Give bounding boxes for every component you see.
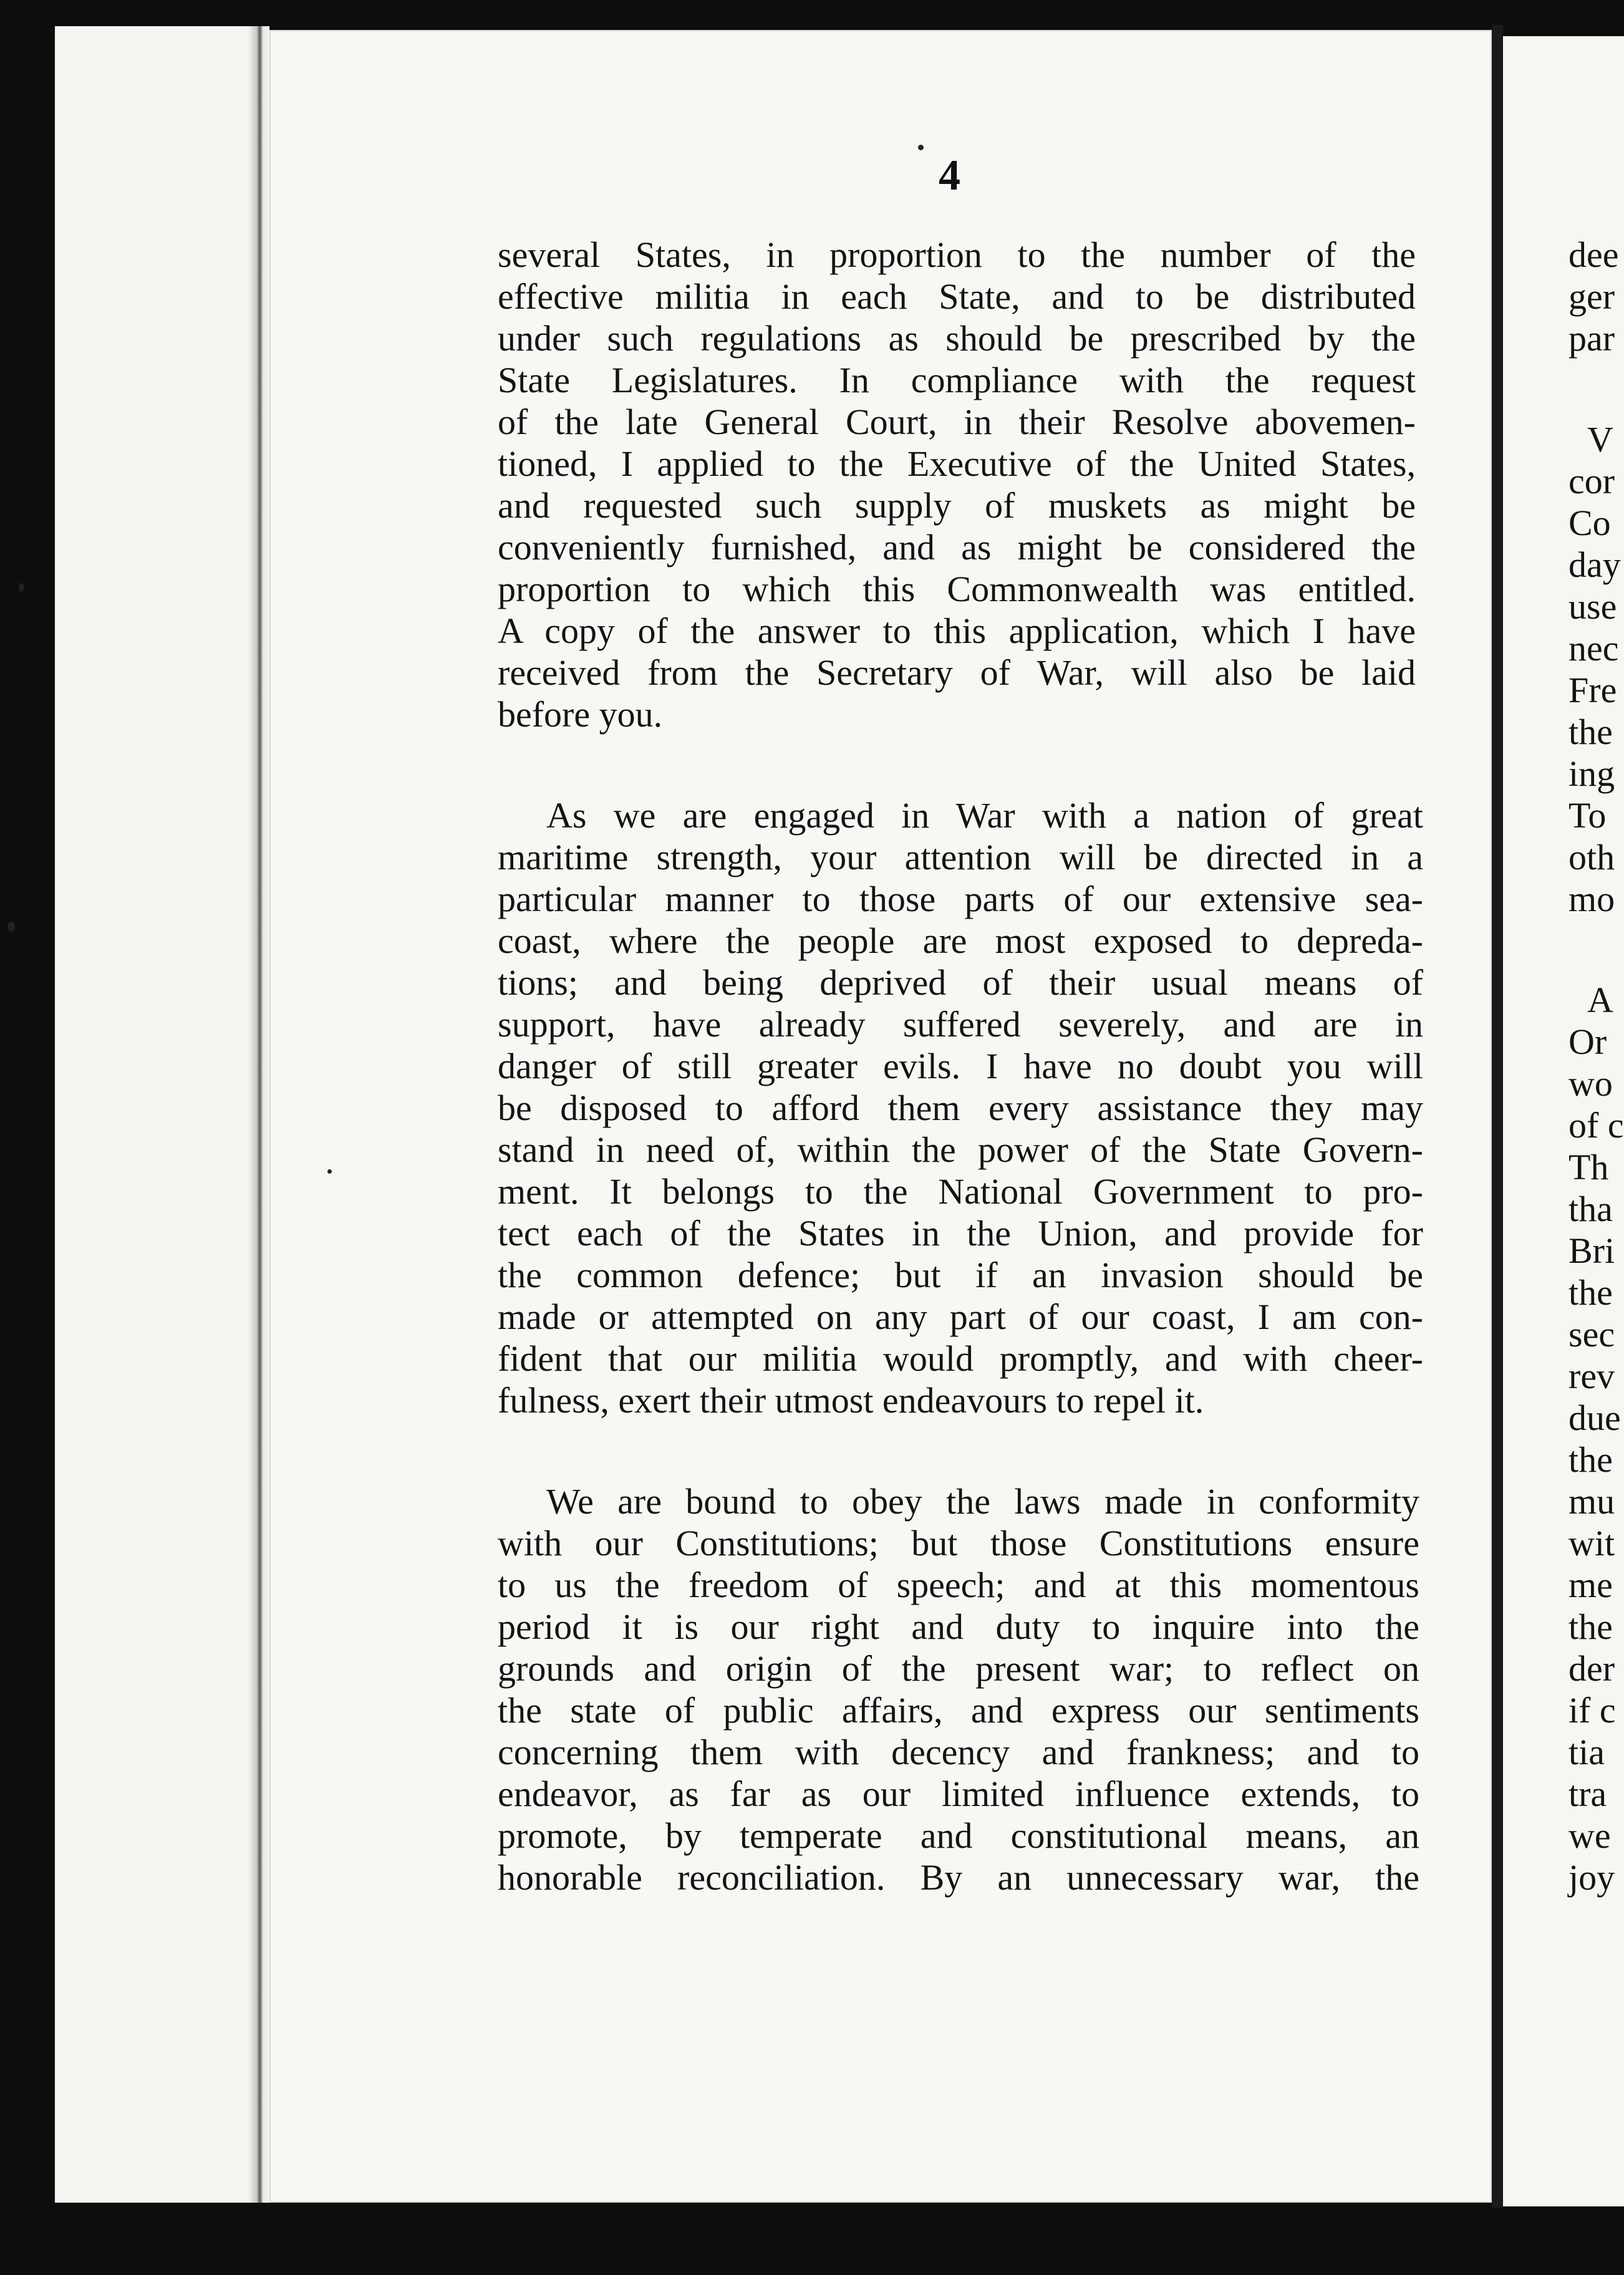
text-line: under such regulations as should be prescribed by the xyxy=(498,318,1416,359)
text-line: proportion to which this Commonwealth was entitled. xyxy=(498,569,1416,609)
text-line: made or attempted on any part of our coast, I am con- xyxy=(498,1297,1423,1337)
text-line: fident that our militia would promptly, and with cheer- xyxy=(498,1338,1423,1379)
facing-fragment: sec xyxy=(1568,1314,1615,1355)
facing-fragment: the xyxy=(1568,712,1613,752)
text-line: several States, in proportion to the number of the xyxy=(498,234,1416,275)
facing-fragment: Co xyxy=(1568,503,1611,543)
facing-fragment: Bri xyxy=(1568,1230,1615,1271)
facing-fragment: dee xyxy=(1568,234,1619,275)
text-line: honorable reconciliation. By an unnecessary war, the xyxy=(498,1857,1419,1898)
text-line: As we are engaged in War with a nation of great xyxy=(546,795,1423,836)
paragraph-1 xyxy=(498,234,1433,735)
page-gutter xyxy=(1492,25,1503,2208)
facing-fragment: wo xyxy=(1568,1063,1613,1104)
text-line: the common defence; but if an invasion should be xyxy=(498,1255,1423,1295)
facing-fragment: V xyxy=(1587,419,1613,460)
text-line: ment. It belongs to the National Government to pro- xyxy=(498,1171,1423,1212)
facing-fragment: tha xyxy=(1568,1189,1613,1229)
text-line: stand in need of, within the power of the State Govern- xyxy=(498,1129,1423,1170)
text-line: to us the freedom of speech; and at this momentous xyxy=(498,1565,1419,1605)
text-line: A copy of the answer to this application, which I have xyxy=(498,611,1416,651)
text-line: We are bound to obey the laws made in conformity xyxy=(546,1481,1419,1522)
ink-speck xyxy=(7,922,15,932)
facing-fragment: wit xyxy=(1568,1523,1615,1563)
text-line: conveniently furnished, and as might be considered the xyxy=(498,527,1416,568)
facing-fragment: ing xyxy=(1568,753,1615,794)
facing-fragment: nec xyxy=(1568,628,1619,669)
text-line: coast, where the people are most exposed to depreda- xyxy=(498,920,1423,961)
facing-fragment: tra xyxy=(1568,1774,1607,1814)
facing-fragment: me xyxy=(1568,1565,1613,1605)
text-line: fulness, exert their utmost endeavours to repel it. xyxy=(498,1380,1204,1421)
text-line: effective militia in each State, and to be distributed xyxy=(498,276,1416,317)
paragraph-2 xyxy=(498,795,1433,1421)
facing-fragment: cor xyxy=(1568,461,1615,501)
facing-fragment: the xyxy=(1568,1272,1613,1313)
facing-fragment: A xyxy=(1587,980,1613,1020)
facing-fragment: use xyxy=(1568,586,1617,627)
text-line-indented xyxy=(498,795,1423,836)
text-line: period it is our right and duty to inquire into the xyxy=(498,1606,1419,1647)
facing-fragment: der xyxy=(1568,1648,1615,1689)
facing-fragment: Fre xyxy=(1568,670,1617,710)
text-line: with our Constitutions; but those Constitutions ensure xyxy=(498,1523,1419,1563)
text-line: before you. xyxy=(498,694,663,735)
facing-page-text xyxy=(1568,234,1624,1898)
facing-fragment: To xyxy=(1568,795,1607,836)
facing-fragment: of c xyxy=(1568,1105,1624,1146)
text-line: danger of still greater evils. I have no doubt you will xyxy=(498,1046,1423,1086)
text-line: concerning them with decency and frankness; and to xyxy=(498,1732,1419,1772)
ink-speck xyxy=(327,1169,332,1174)
text-line: and requested such supply of muskets as might be xyxy=(498,485,1416,526)
ink-speck xyxy=(19,583,24,592)
facing-fragment: oth xyxy=(1568,837,1615,877)
text-line: endeavor, as far as our limited influence extends, to xyxy=(498,1774,1419,1814)
text-line: grounds and origin of the present war; to reflect on xyxy=(498,1648,1419,1689)
facing-fragment: ger xyxy=(1568,276,1615,317)
facing-fragment: par xyxy=(1568,318,1615,359)
facing-fragment: joy xyxy=(1568,1857,1615,1898)
facing-fragment: mu xyxy=(1568,1481,1615,1522)
facing-fragment: mo xyxy=(1568,879,1615,919)
facing-fragment: due xyxy=(1568,1398,1621,1438)
text-line: be disposed to afford them every assistance they may xyxy=(498,1088,1423,1128)
text-line: maritime strength, your attention will be directed in a xyxy=(498,837,1423,877)
binding-edge xyxy=(248,26,269,2203)
page-number: 4 xyxy=(939,152,960,200)
facing-fragment: Th xyxy=(1568,1147,1609,1187)
text-line: tions; and being deprived of their usual means of xyxy=(498,962,1423,1003)
facing-fragment: the xyxy=(1568,1439,1613,1480)
facing-fragment: the xyxy=(1568,1606,1613,1647)
facing-fragment: we xyxy=(1568,1815,1611,1856)
text-line: received from the Secretary of War, will also be laid xyxy=(498,652,1416,693)
left-page-fragment xyxy=(55,26,267,2203)
facing-fragment: day xyxy=(1568,544,1621,585)
paragraph-3 xyxy=(498,1480,1433,1898)
ink-speck xyxy=(918,145,924,150)
text-line: particular manner to those parts of our extensive sea- xyxy=(498,879,1423,919)
facing-fragment: rev xyxy=(1568,1356,1615,1396)
text-line: promote, by temperate and constitutional means, an xyxy=(498,1815,1419,1856)
text-line-indented xyxy=(498,1480,1419,1522)
facing-fragment: if c xyxy=(1568,1690,1616,1731)
text-line: of the late General Court, in their Resolve abovemen- xyxy=(498,402,1416,442)
text-line: tect each of the States in the Union, and provide for xyxy=(498,1213,1423,1253)
text-line: State Legislatures. In compliance with the request xyxy=(498,360,1416,400)
facing-fragment: Or xyxy=(1568,1022,1607,1062)
text-line: tioned, I applied to the Executive of the United States, xyxy=(498,443,1416,484)
facing-fragment: tia xyxy=(1568,1732,1605,1772)
text-line: support, have already suffered severely, and are in xyxy=(498,1004,1423,1045)
body-text xyxy=(498,234,1433,1958)
text-line: the state of public affairs, and express our sentiments xyxy=(498,1690,1419,1731)
